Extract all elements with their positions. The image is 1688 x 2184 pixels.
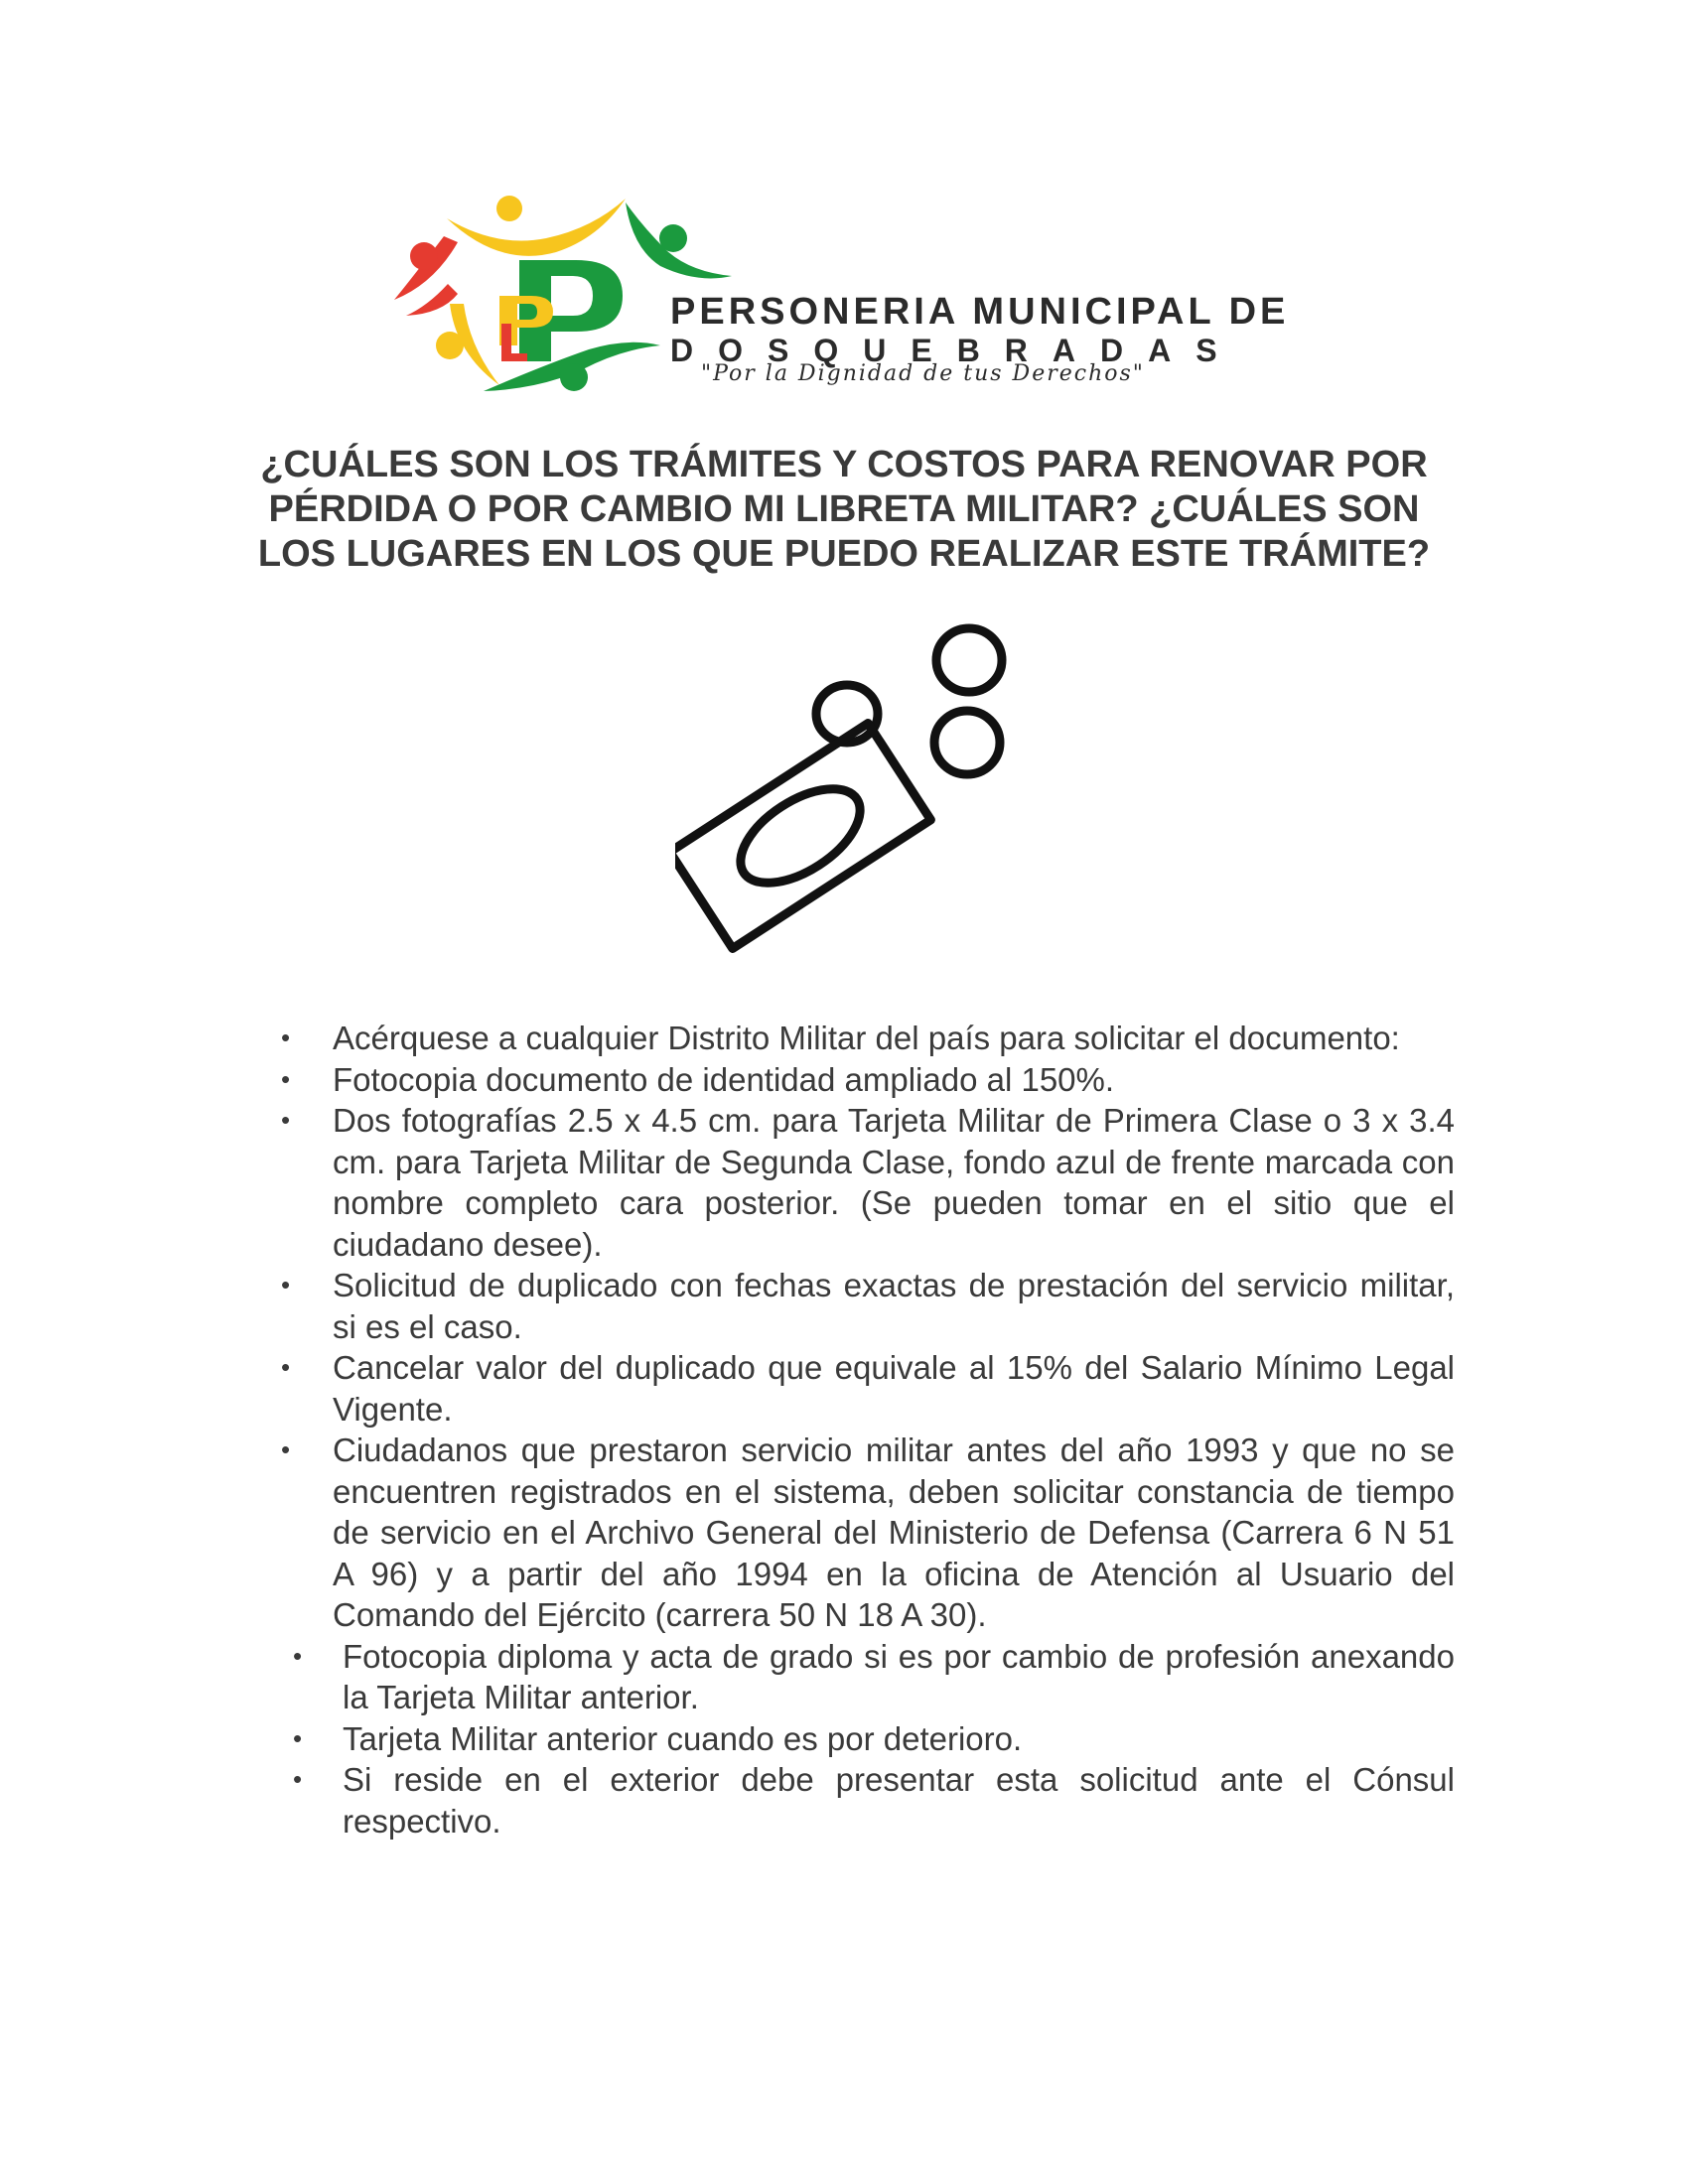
bullet: •: [293, 1764, 303, 1794]
bullet: •: [281, 1434, 291, 1464]
list-item-text: Si reside en el exterior debe presentar esta solicitud ante el Cónsul respectivo.: [343, 1761, 1455, 1840]
list-item: [273, 1265, 1455, 1347]
bullet: •: [281, 1105, 291, 1135]
list-item-text: Ciudadanos que prestaron servicio militar antes del año 1993 y que no se encuentren registrados en el sistema, deben solicitar constancia de tiempo de servicio en el Archivo General del Ministerio de Defensa (Carrera 6 N 51 A 96) y a partir del año 1994 en la oficina de Atención al Usuario del Comando del Ejército (carrera 50 N 18 A 30).: [333, 1432, 1455, 1633]
bullet: •: [281, 1063, 291, 1094]
bullet: •: [293, 1722, 303, 1753]
list-item-text: Fotocopia diploma y acta de grado si es por cambio de profesión anexando la Tarjeta Militar anterior.: [343, 1637, 1455, 1715]
bullet: •: [281, 1023, 291, 1052]
org-motto: "Por la Dignidad de tus Derechos": [701, 361, 1145, 386]
bullet: •: [281, 1270, 291, 1299]
list-item: [273, 1018, 1455, 1059]
bullet: •: [281, 1352, 291, 1382]
list-item-text: Fotocopia documento de identidad ampliado al 150%.: [333, 1060, 1115, 1098]
org-name-line-1: PERSONERIA MUNICIPAL DE: [670, 291, 1290, 333]
list-item: [273, 1347, 1455, 1430]
list-item-text: Dos fotografías 2.5 x 4.5 cm. para Tarjeta Militar de Primera Clase o 3 x 3.4 cm. para Tarjeta Militar de Segunda Clase, fondo azul de frente marcada con nombre completo cara posterior. (Se pueden tomar en el sitio que el ciudadano desee).: [333, 1102, 1455, 1263]
list-item-text: Tarjeta Militar anterior cuando es por deterioro.: [343, 1719, 1023, 1757]
list-item: [273, 1636, 1455, 1718]
money-bill-coins-icon: [675, 615, 1013, 973]
list-item: [273, 1430, 1455, 1636]
list-item: [273, 1059, 1455, 1101]
list-item: [273, 1718, 1455, 1760]
list-item: [273, 1759, 1455, 1842]
list-item-text: Solicitud de duplicado con fechas exactas de prestación del servicio militar, si es el caso.: [333, 1267, 1455, 1345]
bullet: •: [293, 1640, 303, 1671]
requirements-list: [273, 1018, 1455, 1842]
org-name-line-2: DOSQUEBRADAS: [670, 333, 1242, 368]
page-title: ¿CUÁLES SON LOS TRÁMITES Y COSTOS PARA RENOVAR POR PÉRDIDA O POR CAMBIO MI LIBRETA MILITAR? ¿CUÁLES SON LOS LUGARES EN LOS QUE PUEDO REALIZAR ESTE TRÁMITE?: [257, 444, 1431, 575]
list-item: [273, 1100, 1455, 1265]
list-item-text: Acérquese a cualquier Distrito Militar del país para solicitar el documento:: [333, 1020, 1400, 1056]
list-item-text: Cancelar valor del duplicado que equivale al 15% del Salario Mínimo Legal Vigente.: [333, 1349, 1455, 1428]
